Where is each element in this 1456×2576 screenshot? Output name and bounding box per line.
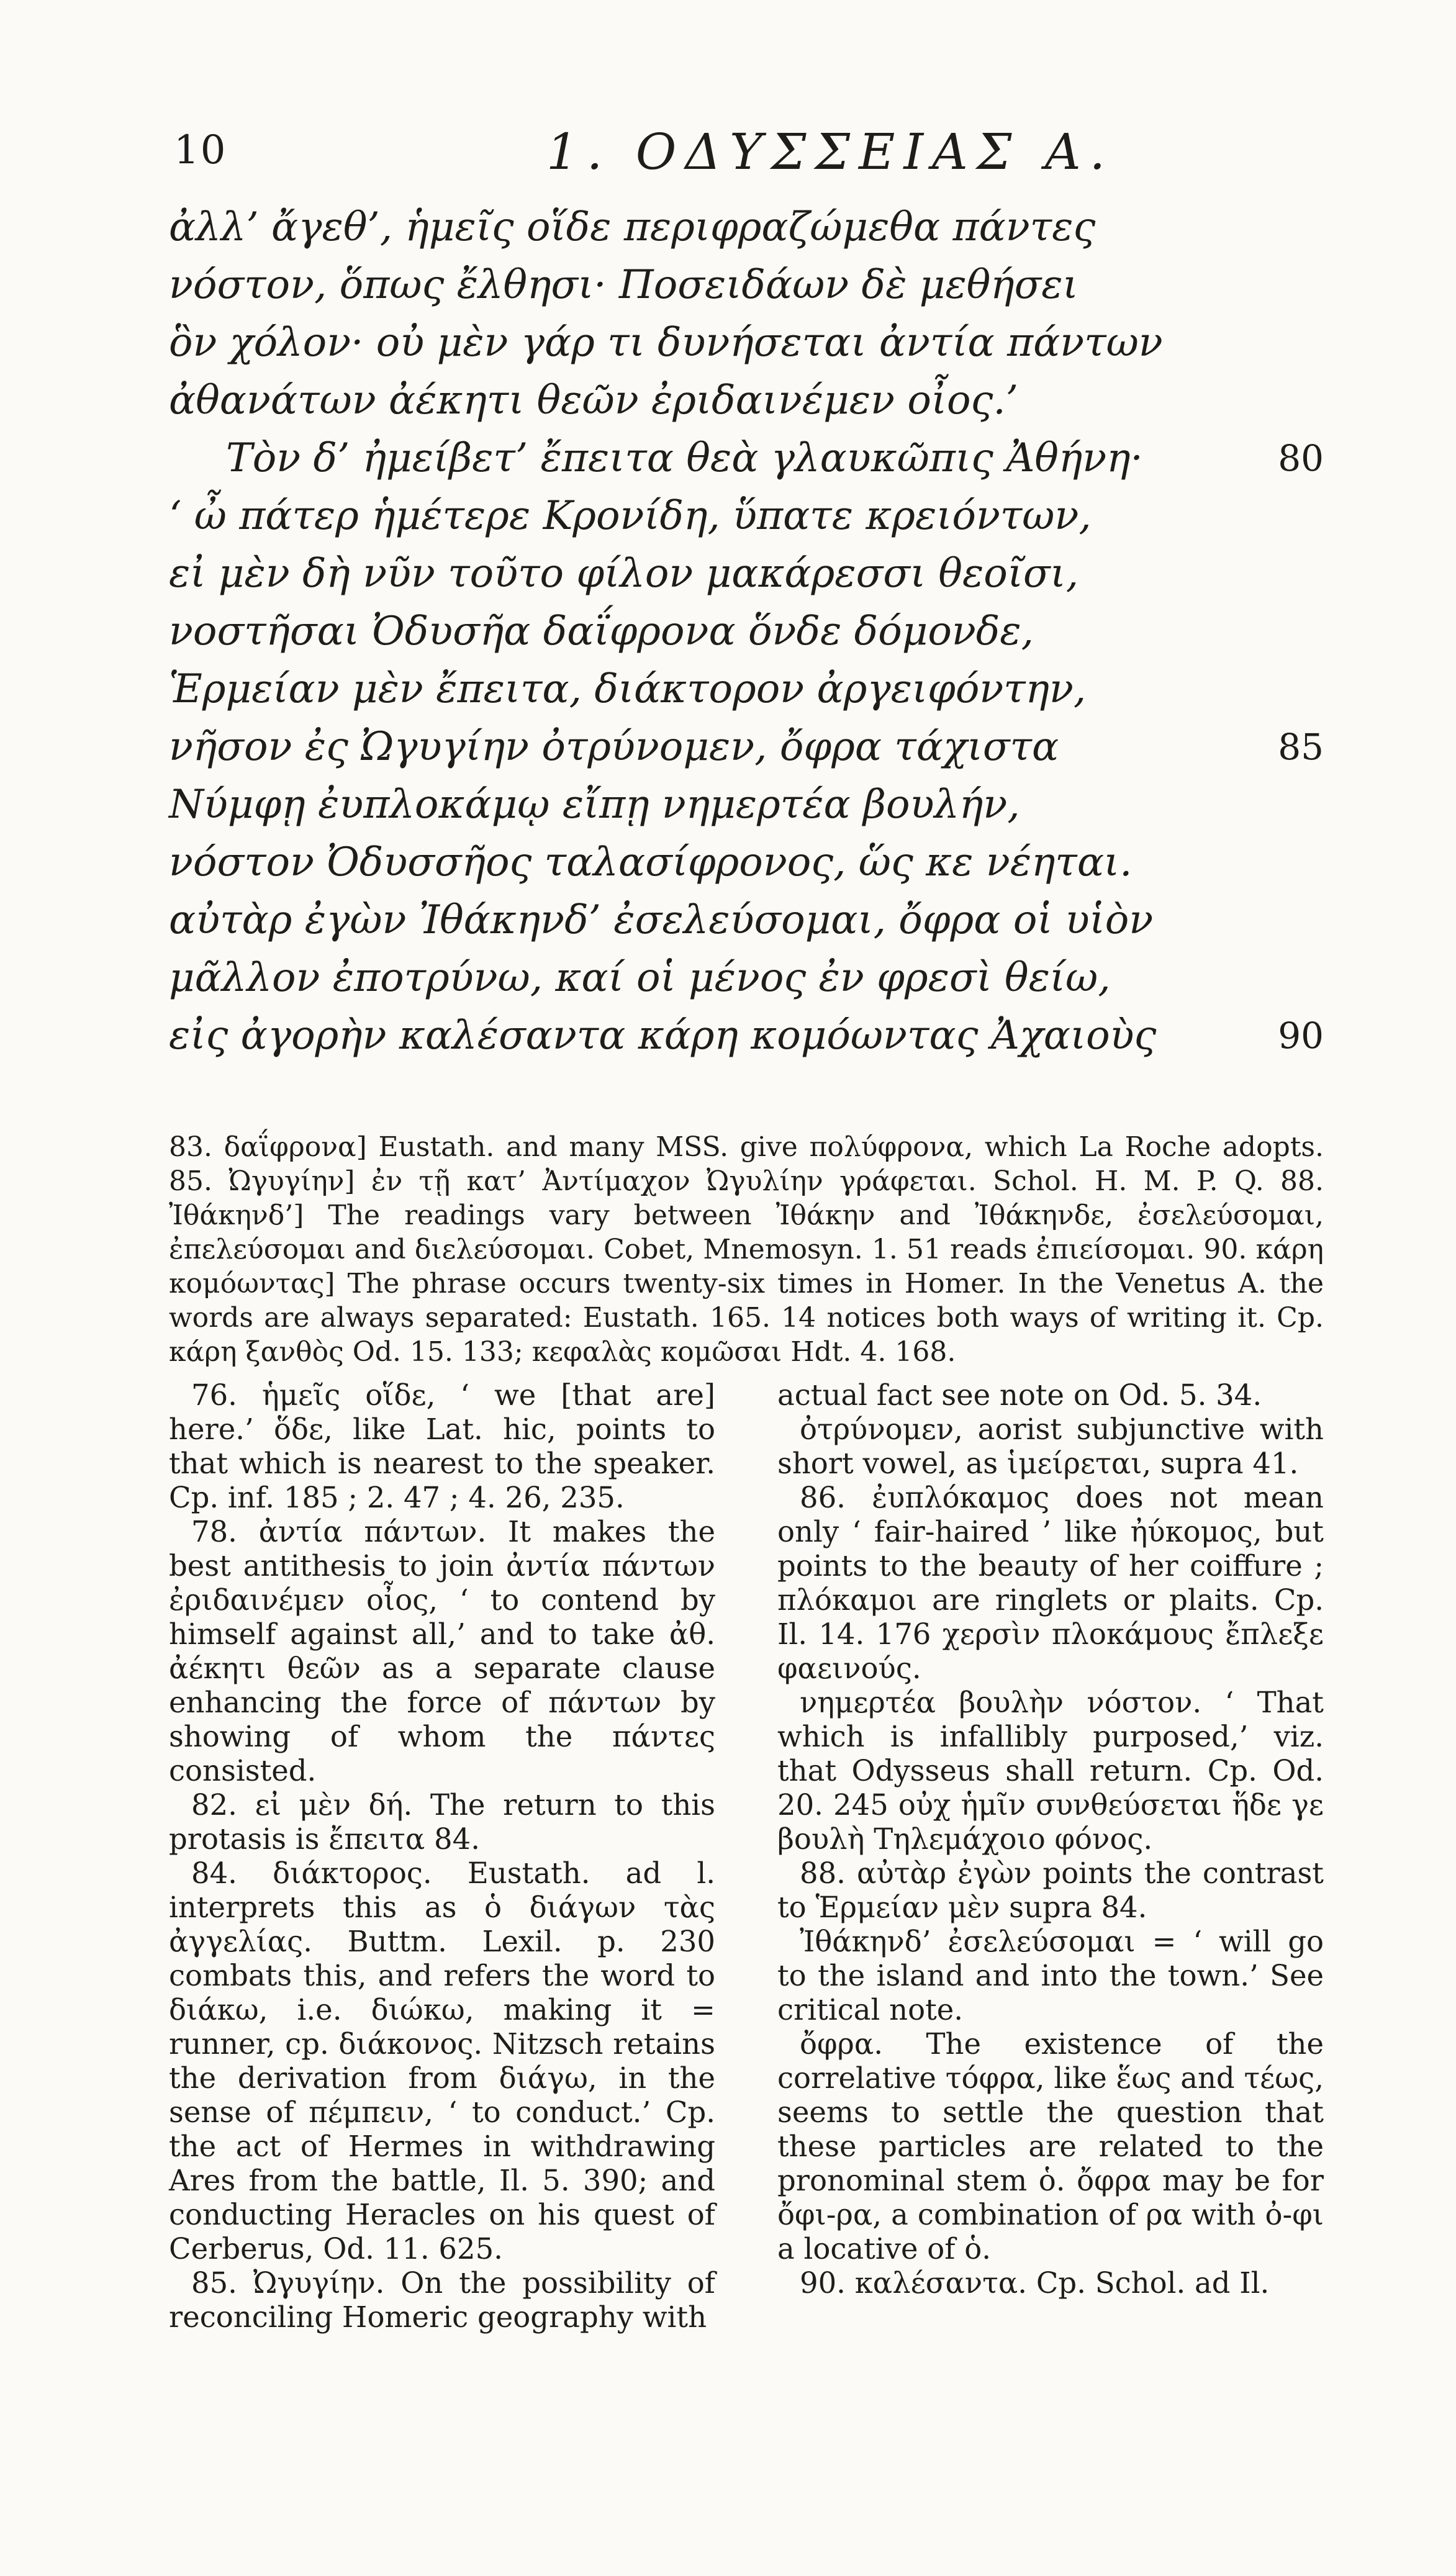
verse-line: εἰς ἀγορὴν καλέσαντα κάρη κομόωντας Ἀχαιοὺς 90 [169, 1007, 1324, 1065]
commentary-note: 90. καλέσαντα. Cp. Schol. ad Il. [800, 2266, 1270, 2300]
verse-line: εἰ μὲν δὴ νῦν τοῦτο φίλον μακάρεσσι θεοῖσι, [169, 551, 1079, 597]
commentary-note: 85. Ὠγυγίην. On the possibility of reconciling Homeric geography with [169, 2266, 715, 2334]
verse-line: νόστον, ὅπως ἔλθησι· Ποσειδάων δὲ μεθήσει [169, 262, 1078, 308]
verse-line: ὃν χόλον· οὐ μὲν γάρ τι δυνήσεται ἀντία πάντων [169, 320, 1163, 366]
commentary-note: 84. διάκτορος. Eustath. ad l. interprets this as ὁ διάγων τὰς ἀγγελίας. Buttm. Lexil. p. 230 combats this, and refers the word to διάκω, i.e. διώκω, making it = runner, cp. διάκονος. Nitzsch retains the derivation from διάγω, in the sense of πέμπειν, ‘ to conduct.’ Cp. the act of Hermes in withdrawing Ares from the battle, Il. 5. 390; and conducting Heracles on his quest of Cerberus, Od. 11. 625. [169, 1856, 715, 2266]
commentary-note: 86. ἐυπλόκαμος does not mean only ‘ fair-haired ’ like ἠύκομος, but points to the beauty of her coiffure ; πλόκαμοι are ringlets or plaits. Cp. Il. 14. 176 χερσὶν πλοκάμους ἔπλεξε φαεινούς. [777, 1481, 1324, 1685]
line-number: 85 [1278, 726, 1324, 768]
commentary-note: 82. εἰ μὲν δή. The return to this protasis is ἔπειτα 84. [169, 1788, 715, 1856]
page-header [0, 0, 1456, 186]
running-title: 1. ΟΔΥΣΣΕΙΑΣ Α. [546, 123, 1115, 181]
commentary-left-column [169, 1378, 715, 2334]
critical-apparatus [169, 1130, 1324, 1369]
commentary-note: ὀτρύνομεν, aorist subjunctive with short vowel, as ἱμείρεται, supra 41. [777, 1412, 1324, 1480]
commentary-note: 88. αὐτὰρ ἐγὼν points the contrast to Ἑρμείαν μὲν supra 84. [777, 1856, 1324, 1924]
verse-line: ἀθανάτων ἀέκητι θεῶν ἐριδαινέμεν οἶος.’ [169, 377, 1018, 423]
critical-note: 83. δαΐφρονα] Eustath. and many MSS. give πολύφρονα, which La Roche adopts. 85. Ὠγυγίην] ἐν τῇ κατ’ Ἀντίμαχον Ὠγυλίην γράφεται. Schol. H. M. P. Q. 88. Ἰθάκηνδ’] The readings vary between Ἰθάκην and Ἰθάκηνδε, ἐσελεύσομαι, ἐπελεύσομαι and διελεύσομαι. Cobet, Mnemosyn. 1. 51 reads ἐπιείσομαι. 90. κάρη κομόωντας] The phrase occurs twenty-six times in Homer. In the Venetus A. the words are always separated: Eustath. 165. 14 notices both ways of writing it. Cp. κάρη ξανθὸς Od. 15. 133; κεφαλὰς κομῶσαι Hdt. 4. 168. [169, 1131, 1324, 1368]
verse-line: αὐτὰρ ἐγὼν Ἰθάκηνδ’ ἐσελεύσομαι, ὄφρα οἱ υἱὸν [169, 897, 1154, 943]
verse-line: Τὸν δ’ ἠμείβετ’ ἔπειτα θεὰ γλαυκῶπις Ἀθήνη· 80 [169, 430, 1324, 487]
verse-line: νοστῆσαι Ὀδυσῆα δαΐφρονα ὅνδε δόμονδε, [169, 608, 1034, 654]
verse-line: ἀλλ’ ἄγεθ’, ἡμεῖς οἵδε περιφραζώμεθα πάντες [169, 204, 1096, 250]
commentary-note: νημερτέα βουλὴν νόστον. ‘ That which is infallibly purposed,’ viz. that Odysseus shall return. Cp. Od. 20. 245 οὐχ ἡμῖν συνθεύσεται ἥδε γε βουλὴ Τηλεμάχοιο φόνος. [777, 1686, 1324, 1856]
verse-line: νόστον Ὀδυσσῆος ταλασίφρονος, ὥς κε νέηται. [169, 839, 1133, 885]
verse-line: Ἑρμείαν μὲν ἔπειτα, διάκτορον ἀργειφόντην, [169, 666, 1087, 712]
line-number: 80 [1278, 437, 1324, 479]
commentary-note: ὄφρα. The existence of the correlative τόφρα, like ἕως and τέως, seems to settle the question that these particles are related to the pronominal stem ὁ. ὄφρα may be for ὄφι-ρα, a combination of ρα with ὀ-φι a locative of ὁ. [777, 2027, 1324, 2266]
verse-line: μᾶλλον ἐποτρύνω, καί οἱ μένος ἐν φρεσὶ θείω, [169, 955, 1111, 1001]
page-number: 10 [174, 127, 227, 173]
verse-block [169, 199, 1324, 1065]
commentary-right-column [777, 1378, 1324, 2300]
verse-line: Νύμφῃ ἐυπλοκάμῳ εἴπῃ νημερτέα βουλήν, [169, 782, 1020, 828]
commentary-note: 78. ἀντία πάντων. It makes the best antithesis to join ἀντία πάντων ἐριδαινέμεν οἶος, ‘ to contend by himself against all,’ and to take ἀθ. ἀέκητι θεῶν as a separate clause enhancing the force of πάντων by showing of whom the πάντες consisted. [169, 1515, 715, 1787]
verse-line: ‘ ὦ πάτερ ἡμέτερε Κρονίδη, ὕπατε κρειόντων, [169, 493, 1092, 539]
commentary-note: actual fact see note on Od. 5. 34. [777, 1378, 1262, 1412]
line-number: 90 [1278, 1015, 1324, 1057]
commentary-note: Ἰθάκηνδ’ ἐσελεύσομαι = ‘ will go to the island and into the town.’ See critical note. [777, 1925, 1324, 2027]
verse-line: νῆσον ἐς Ὠγυγίην ὀτρύνομεν, ὄφρα τάχιστα 85 [169, 718, 1324, 776]
commentary-note: 76. ἡμεῖς οἵδε, ‘ we [that are] here.’ ὅδε, like Lat. hic, points to that which is nearest to the speaker. Cp. inf. 185 ; 2. 47 ; 4. 26, 235. [169, 1378, 715, 1514]
